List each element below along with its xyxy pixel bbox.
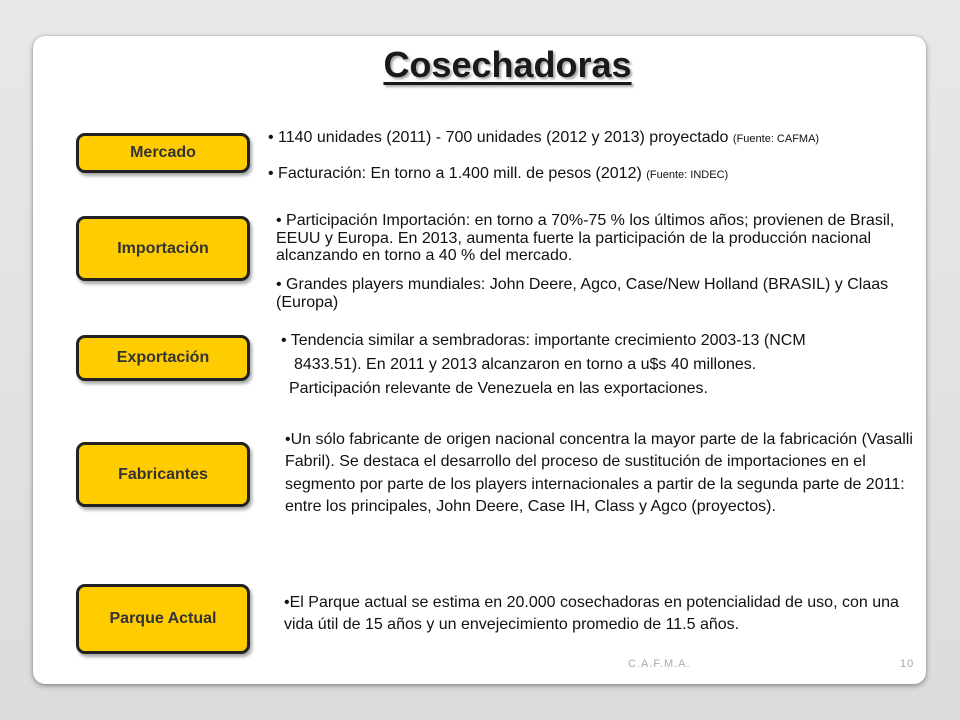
parque-actual-text: •El Parque actual se estima en 20.000 cosechadoras en potencialidad de uso, con una vida útil de 15 años y un envejecimiento promedio de 11.5 años. — [284, 594, 899, 634]
mercado-bullet-2 — [268, 165, 928, 183]
label-parque-actual: Parque Actual — [76, 584, 250, 654]
page-title: Cosechadoras — [383, 44, 632, 85]
mercado-bullet-1 — [268, 129, 928, 147]
mercado-bullet-2-source: (Fuente: INDEC) — [646, 169, 729, 181]
exportacion-line-1: • Tendencia similar a sembradoras: importante crecimiento 2003-13 (NCM — [281, 332, 806, 349]
exportacion-line-2: 8433.51). En 2011 y 2013 alcanzaron en torno a u$s 40 millones. — [294, 356, 757, 373]
importacion-bullet-1: • Participación Importación: en torno a 70%-75 % los últimos años; provienen de Brasil, EEUU y Europa. En 2013, aumenta fuerte la participación de la producción nacional alcanzando en torno a 40 % del mercado. — [276, 212, 895, 265]
footer-org: C.A.F.M.A. — [628, 658, 691, 670]
label-importacion: Importación — [76, 216, 250, 281]
importacion-bullet-2: • Grandes players mundiales: John Deere, Agco, Case/New Holland (BRASIL) y Claas (Europa) — [276, 276, 889, 311]
mercado-bullet-2-text: • Facturación: En torno a 1.400 mill. de pesos (2012) — [268, 165, 642, 182]
label-exportacion: Exportación — [76, 335, 250, 381]
label-fabricantes: Fabricantes — [76, 442, 250, 507]
mercado-bullet-1-source: (Fuente: CAFMA) — [732, 133, 820, 145]
label-mercado: Mercado — [76, 133, 250, 173]
mercado-bullet-1-text: • 1140 unidades (2011) - 700 unidades (2012 y 2013) proyectado — [268, 129, 729, 146]
fabricantes-text: •Un sólo fabricante de origen nacional concentra la mayor parte de la fabricación (Vasalli Fabril). Se destaca el desarrollo del proceso de sustitución de importaciones en el segmento por parte de los players internacionales a partir de la segunda parte de 2011: entre los principales, John Deere, Case IH, Class y Agco (proyectos). — [285, 431, 913, 516]
exportacion-line-3: Participación relevante de Venezuela en las exportaciones. — [289, 380, 708, 397]
footer-page-number: 10 — [900, 658, 915, 670]
